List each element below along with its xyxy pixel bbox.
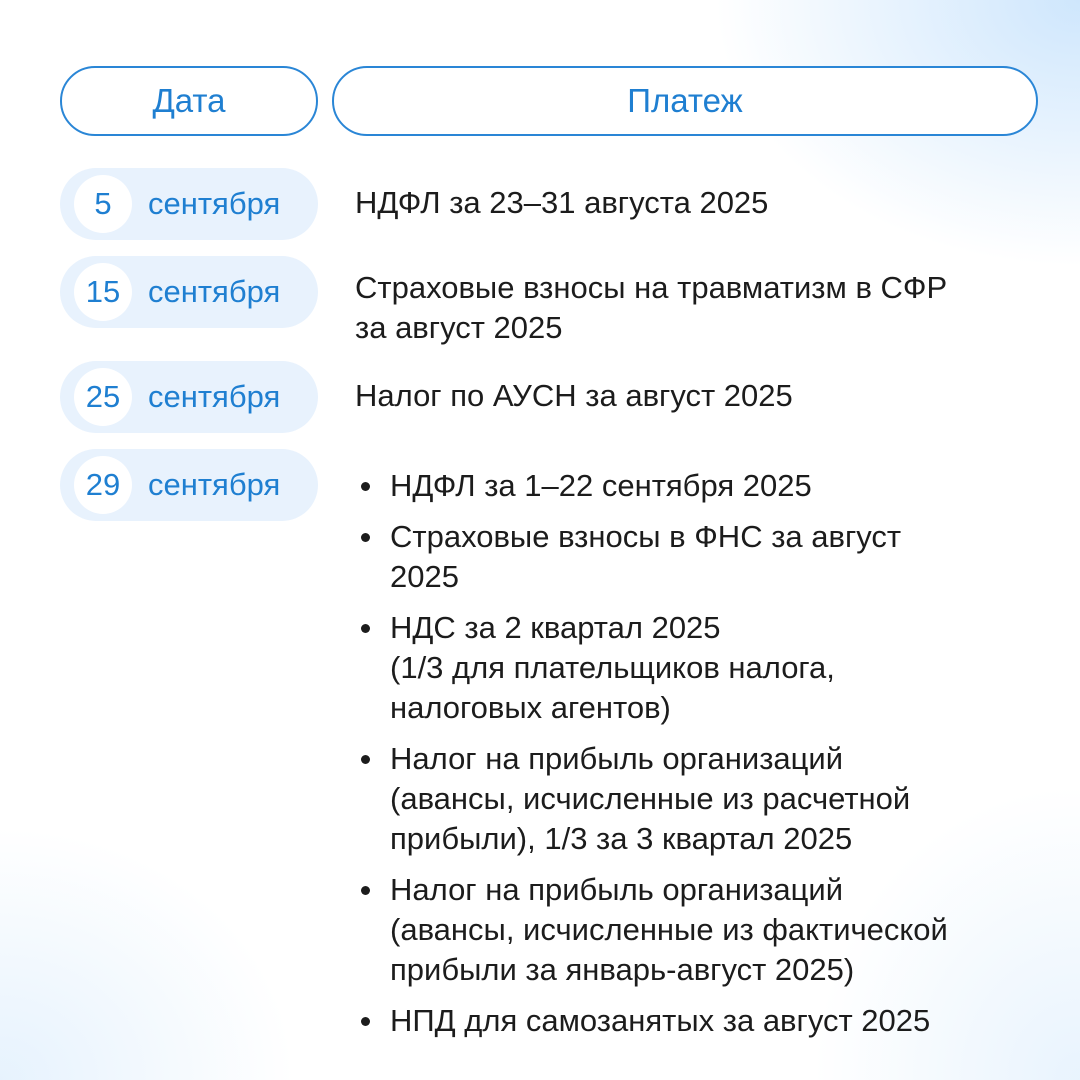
bullet-dot [361, 1017, 370, 1026]
list-item [355, 1001, 1055, 1041]
header-date [60, 66, 318, 136]
list-item-line: Страховые взносы в ФНС за август [390, 519, 902, 554]
payment-line: Налог по АУСН за август 2025 [355, 378, 793, 413]
list-item-line: 2025 [390, 559, 459, 594]
list-item-line: (авансы, исчисленные из расчетной [390, 781, 911, 816]
payment-list-row-4 [355, 466, 1055, 1052]
header-payment-label: Платеж [627, 82, 743, 119]
bullet-dot [361, 482, 370, 491]
date-pill-row-2 [60, 256, 318, 328]
list-item-line: налоговых агентов) [390, 690, 671, 725]
date-pill-row-4 [60, 449, 318, 521]
header-date-label: Дата [152, 82, 226, 119]
bullet-dot [361, 886, 370, 895]
payment-text-row-2 [355, 268, 947, 348]
day-number: 15 [74, 263, 132, 321]
list-item-line: прибыли), 1/3 за 3 квартал 2025 [390, 821, 853, 856]
payment-line: за август 2025 [355, 310, 563, 345]
payment-line: НДФЛ за 23–31 августа 2025 [355, 185, 769, 220]
month-label: сентября [148, 274, 281, 309]
month-label: сентября [148, 186, 281, 221]
day-number: 25 [74, 368, 132, 426]
list-item-line: прибыли за январь-август 2025) [390, 952, 855, 987]
month-label: сентября [148, 379, 281, 414]
date-pill-row-1 [60, 168, 318, 240]
list-item [355, 466, 1055, 506]
day-number: 5 [74, 175, 132, 233]
list-item [355, 608, 1055, 728]
list-item [355, 870, 1055, 990]
list-item-line: НДФЛ за 1–22 сентября 2025 [390, 468, 812, 503]
bullet-dot [361, 533, 370, 542]
list-item [355, 517, 1055, 597]
list-item-line: НПД для самозанятых за август 2025 [390, 1003, 931, 1038]
list-item-line: (авансы, исчисленные из фактической [390, 912, 948, 947]
payment-text-row-1 [355, 183, 768, 223]
list-item [355, 739, 1055, 859]
header-payment [332, 66, 1038, 136]
list-item-line: (1/3 для плательщиков налога, [390, 650, 835, 685]
bullet-dot [361, 624, 370, 633]
list-item-line: НДС за 2 квартал 2025 [390, 610, 721, 645]
payment-line: Страховые взносы на травматизм в СФР [355, 270, 948, 305]
payment-text-row-3 [355, 376, 793, 416]
bullet-dot [361, 755, 370, 764]
day-number: 29 [74, 456, 132, 514]
list-item-line: Налог на прибыль организаций [390, 741, 844, 776]
month-label: сентября [148, 467, 281, 502]
list-item-line: Налог на прибыль организаций [390, 872, 844, 907]
date-pill-row-3 [60, 361, 318, 433]
